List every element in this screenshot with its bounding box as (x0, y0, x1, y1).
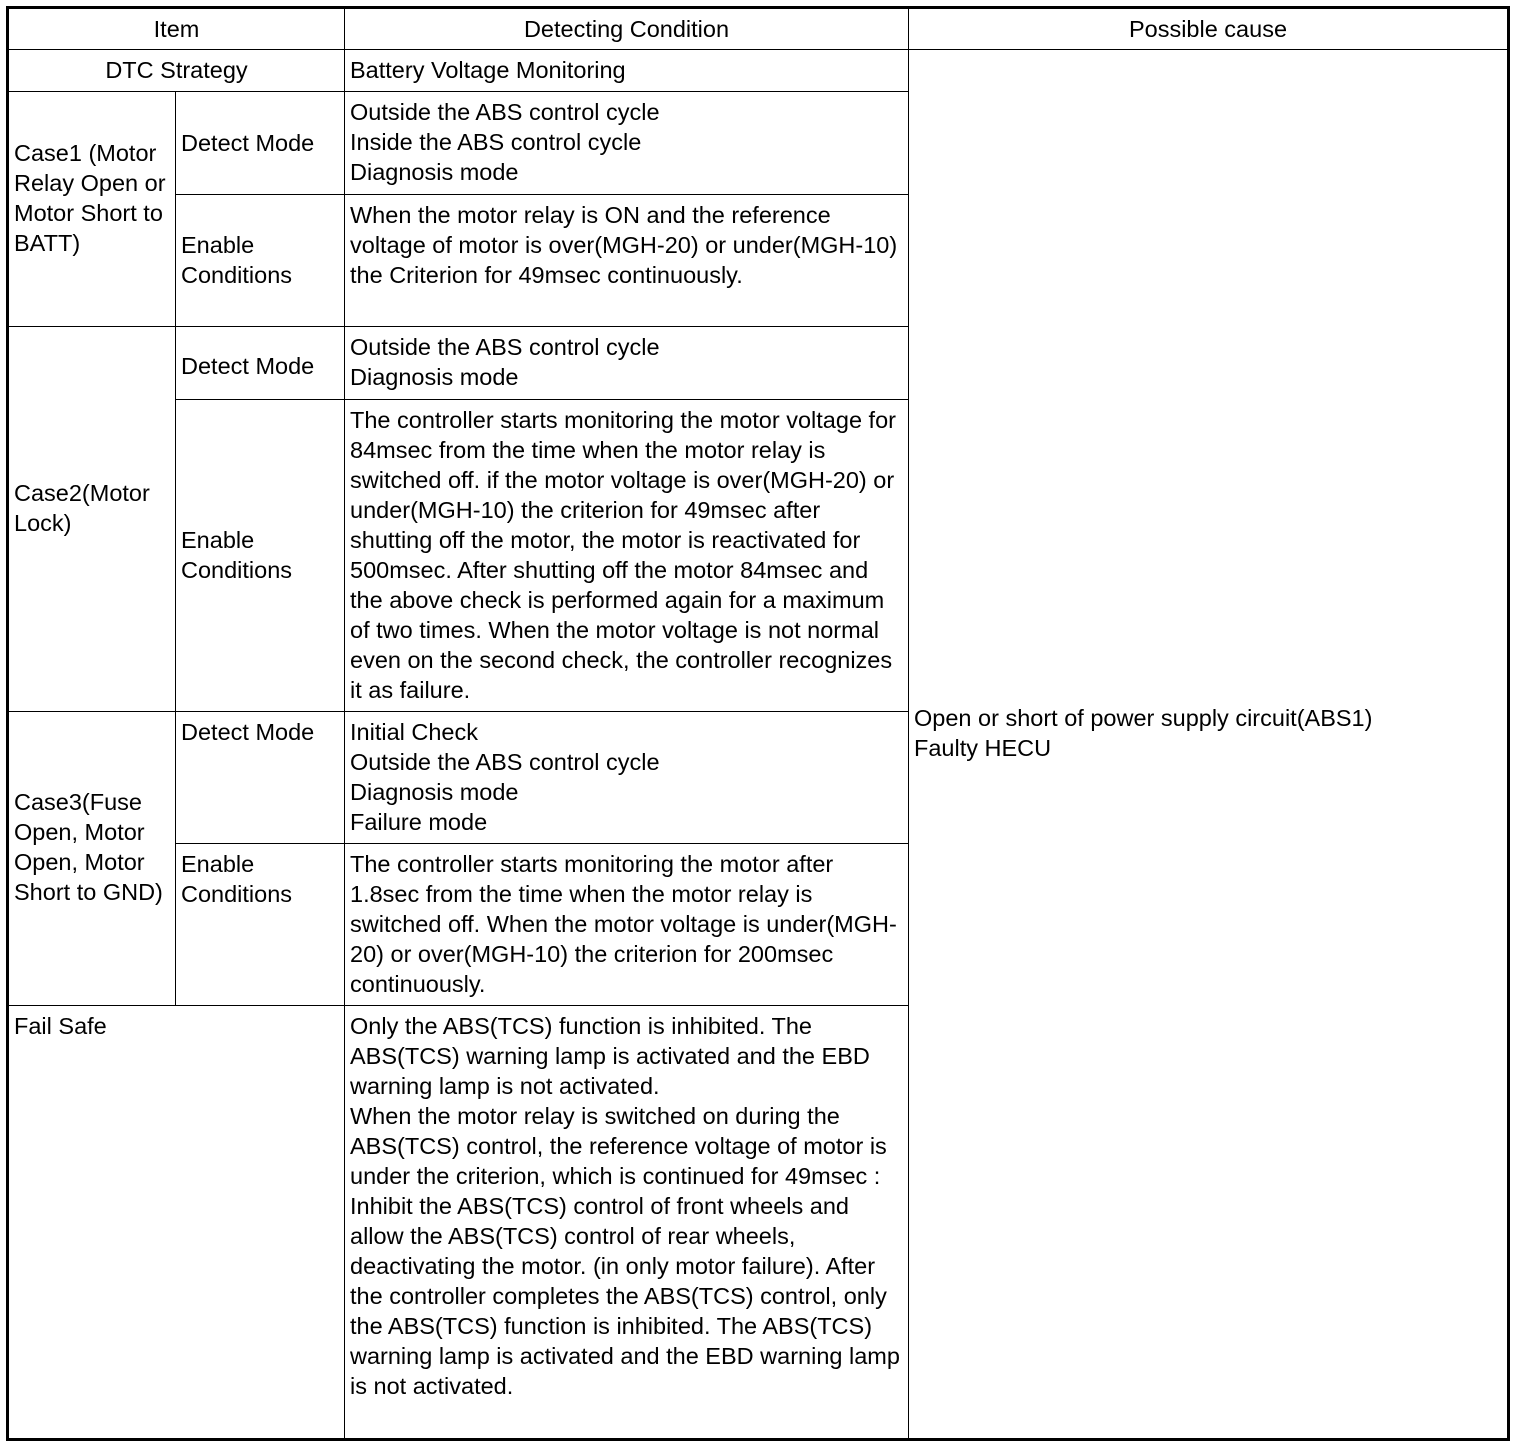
case3-detect-mode-values (345, 712, 909, 844)
case1-detect-mode-label: Detect Mode (176, 92, 345, 195)
detect-mode-item: Failure mode (350, 809, 488, 835)
detect-mode-item: Diagnosis mode (350, 159, 519, 185)
detect-mode-item: Initial Check (350, 719, 478, 745)
case2-detect-mode-values (345, 327, 909, 400)
possible-cause-line: Faulty HECU (914, 734, 1052, 761)
dtc-strategy-row (8, 50, 1509, 92)
header-item: Item (8, 8, 345, 50)
possible-cause-cell (909, 50, 1509, 1440)
fail-safe-text (345, 1006, 909, 1440)
detect-mode-item: Outside the ABS control cycle (350, 99, 660, 125)
case1-enable-text: When the motor relay is ON and the reference voltage of motor is over(MGH-20) or under(MGH-10) the Criterion for 49msec continuously. (345, 195, 909, 327)
case1-enable-label: Enable Conditions (176, 195, 345, 327)
case1-detect-mode-values (345, 92, 909, 195)
case2-enable-label: Enable Conditions (176, 400, 345, 712)
dtc-strategy-value: Battery Voltage Monitoring (345, 50, 909, 92)
fail-safe-paragraph: When the motor relay is switched on during the ABS(TCS) control, the reference voltage of motor is under the criterion, which is continued for 49msec : Inhibit the ABS(TCS) control of front wheels and allow the ABS(TCS) control of rear wheels, deactivating the motor. (in only motor failure). After the controller completes the ABS(TCS) control, only the ABS(TCS) function is inhibited. The ABS(TCS) warning lamp is activated and the EBD warning lamp is not activated. (350, 1103, 900, 1399)
case3-detect-mode-label: Detect Mode (176, 712, 345, 844)
detect-mode-item: Inside the ABS control cycle (350, 129, 642, 155)
case3-enable-text: The controller starts monitoring the motor after 1.8sec from the time when the motor relay is switched off. When the motor voltage is under(MGH-20) or over(MGH-10) the criterion for 200msec continuously. (345, 844, 909, 1006)
header-detecting-condition: Detecting Condition (345, 8, 909, 50)
dtc-table (6, 6, 1510, 1441)
header-possible-cause: Possible cause (909, 8, 1509, 50)
dtc-strategy-label: DTC Strategy (8, 50, 345, 92)
case2-detect-mode-label: Detect Mode (176, 327, 345, 400)
fail-safe-label: Fail Safe (8, 1006, 345, 1440)
case1-label: Case1 (Motor Relay Open or Motor Short to BATT) (8, 92, 176, 327)
detect-mode-item: Outside the ABS control cycle (350, 749, 660, 775)
case2-label: Case2(Motor Lock) (8, 327, 176, 712)
detect-mode-item: Outside the ABS control cycle (350, 334, 660, 360)
detect-mode-item: Diagnosis mode (350, 364, 519, 390)
case2-enable-text: The controller starts monitoring the motor voltage for 84msec from the time when the motor relay is switched off. if the motor voltage is over(MGH-20) or under(MGH-10) the criterion for 49msec after shutting off the motor, the motor is reactivated for 500msec. After shutting off the motor 84msec and the above check is performed again for a maximum of two times. When the motor voltage is not normal even on the second check, the controller recognizes it as failure. (345, 400, 909, 712)
header-row (8, 8, 1509, 50)
case3-enable-label: Enable Conditions (176, 844, 345, 1006)
possible-cause-line: Open or short of power supply circuit(ABS1) (914, 704, 1373, 731)
case3-label: Case3(Fuse Open, Motor Open, Motor Short to GND) (8, 712, 176, 1006)
fail-safe-paragraph: Only the ABS(TCS) function is inhibited. The ABS(TCS) warning lamp is activated and the EBD warning lamp is not activated. (350, 1013, 870, 1099)
detect-mode-item: Diagnosis mode (350, 779, 519, 805)
